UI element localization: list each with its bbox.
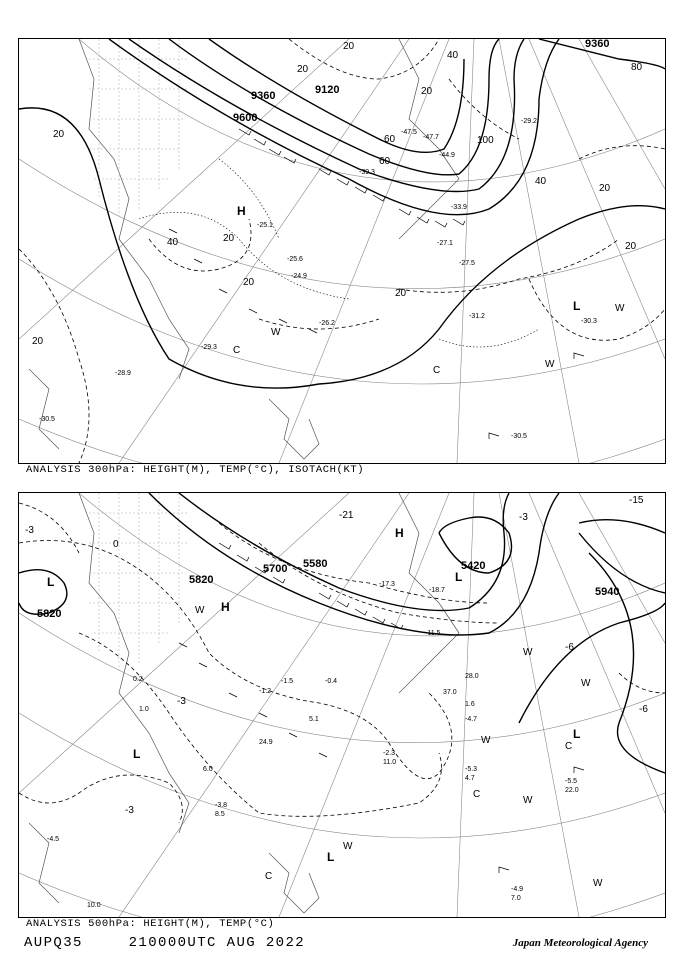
- high-pressure-center: H: [395, 526, 404, 540]
- isotach-label: 20: [32, 336, 44, 347]
- high-pressure-center: H: [221, 600, 230, 614]
- warm-marker: W: [523, 795, 533, 806]
- temp-value: -1.2: [259, 688, 272, 695]
- height-label: 9600: [233, 112, 258, 124]
- temp-value: -47.7: [423, 134, 439, 141]
- height-label: 9360: [585, 39, 610, 50]
- low-pressure-center: L: [573, 727, 581, 741]
- isotach-label: 60: [379, 156, 391, 167]
- station-value: 6.0: [203, 766, 213, 773]
- map-300hpa-canvas: [19, 39, 665, 463]
- temp-value: -25.1: [257, 222, 273, 229]
- station-value: 10.0: [87, 902, 101, 909]
- temp-value: -39.3: [359, 169, 375, 176]
- temp-value: -0.4: [325, 678, 338, 685]
- isotach-label: 20: [53, 129, 65, 140]
- station-value: 1.0: [139, 706, 149, 713]
- station-value: 22.0: [565, 787, 579, 794]
- temp-value: -27.5: [459, 260, 475, 267]
- caption-300hpa: ANALYSIS 300hPa: HEIGHT(M), TEMP(°C), ISOTACH(KT): [26, 464, 365, 476]
- temp-value: -30.5: [39, 416, 55, 423]
- isotach-label: 20: [343, 41, 355, 52]
- graticule-meridians: [19, 39, 665, 463]
- isotach-label: 20: [297, 64, 309, 75]
- cold-marker: C: [565, 741, 573, 752]
- isotach-label: 80: [631, 62, 643, 73]
- temp-value: -33.9: [451, 204, 467, 211]
- temp-value: -3: [125, 805, 134, 816]
- temp-value: -18.7: [429, 587, 445, 594]
- cold-marker: C: [233, 345, 241, 356]
- temp-value: -26.2: [319, 320, 335, 327]
- low-pressure-center: L: [573, 299, 581, 313]
- chart-code: AUPQ35: [24, 935, 83, 951]
- temp-value: -5.5: [565, 778, 578, 785]
- map-panel-300hpa: [18, 38, 666, 464]
- station-value: 0.2: [133, 676, 143, 683]
- temp-value: -15: [629, 495, 644, 506]
- warm-marker: W: [615, 303, 625, 314]
- station-value: 7.0: [511, 895, 521, 902]
- temp-value: -3.8: [215, 802, 228, 809]
- station-value: 4.7: [465, 775, 475, 782]
- temp-value: -2.3: [383, 750, 396, 757]
- temp-value: -1.5: [281, 678, 294, 685]
- coastlines: [29, 39, 459, 459]
- coastlines: [29, 493, 459, 913]
- map-500hpa-canvas: [19, 493, 665, 917]
- temp-value: 0: [113, 539, 119, 550]
- isotach-label: 20: [421, 86, 433, 97]
- station-value: 8.5: [215, 811, 225, 818]
- temp-value: -6: [639, 704, 648, 715]
- valid-time: 210000UTC AUG 2022: [128, 935, 306, 951]
- temp-value: -5.3: [465, 766, 478, 773]
- temp-value: -4.9: [511, 886, 524, 893]
- isotach-label: 100: [477, 135, 494, 146]
- high-pressure-center: H: [237, 204, 246, 218]
- station-value: 37.0: [443, 689, 457, 696]
- warm-marker: W: [343, 841, 353, 852]
- warm-marker: W: [523, 647, 533, 658]
- temp-value: -29.2: [521, 118, 537, 125]
- height-label: 5700: [263, 563, 288, 575]
- height-label: 5820: [37, 608, 62, 620]
- station-value: 5.1: [309, 716, 319, 723]
- temp-value: -17.3: [379, 581, 395, 588]
- temp-value: -24.9: [291, 273, 307, 280]
- warm-marker: W: [271, 327, 281, 338]
- temp-value: -3: [519, 512, 528, 523]
- low-pressure-center: L: [455, 570, 463, 584]
- temp-value: -30.3: [581, 318, 597, 325]
- temp-value: -6: [565, 642, 574, 653]
- temp-value: -25.6: [287, 256, 303, 263]
- warm-marker: W: [481, 735, 491, 746]
- temp-value: -11.5: [425, 630, 441, 637]
- temp-value: -3: [25, 525, 34, 536]
- temp-value: -29.3: [201, 344, 217, 351]
- station-value: 28.0: [465, 673, 479, 680]
- warm-marker: W: [195, 605, 205, 616]
- isotach-label: 20: [243, 277, 255, 288]
- low-pressure-center: L: [47, 575, 55, 589]
- temp-value: -4.5: [47, 836, 60, 843]
- caption-500hpa: ANALYSIS 500hPa: HEIGHT(M), TEMP(°C): [26, 918, 275, 930]
- temp-value: -47.5: [401, 129, 417, 136]
- temperature-lines: [19, 503, 665, 823]
- temp-value: -44.9: [439, 152, 455, 159]
- isotach-label: 20: [599, 183, 611, 194]
- warm-marker: W: [581, 678, 591, 689]
- cold-marker: C: [433, 365, 441, 376]
- station-value: 1.6: [465, 701, 475, 708]
- low-pressure-center: L: [327, 850, 335, 864]
- height-label: 5580: [303, 558, 328, 570]
- warm-marker: W: [545, 359, 555, 370]
- isotach-label: 20: [223, 233, 235, 244]
- isotach-label: 40: [535, 176, 547, 187]
- temp-value: -4.7: [465, 716, 478, 723]
- isotach-label: 40: [447, 50, 459, 61]
- isotach-label: 60: [384, 134, 396, 145]
- temp-value: -21: [339, 510, 354, 521]
- height-label: 5420: [461, 560, 486, 572]
- temp-value: -31.2: [469, 313, 485, 320]
- height-label: 5820: [189, 574, 214, 586]
- temp-value: -30.5: [511, 433, 527, 440]
- height-label: 9120: [315, 84, 340, 96]
- temp-value: -27.1: [437, 240, 453, 247]
- height-contours: [19, 39, 665, 388]
- station-value: 11.0: [383, 759, 397, 766]
- isotach-label: 20: [395, 288, 407, 299]
- product-line: [24, 935, 305, 951]
- isotach-label: 40: [167, 237, 179, 248]
- isotach-label: 20: [625, 241, 637, 252]
- warm-marker: W: [593, 878, 603, 889]
- station-value: 24.9: [259, 739, 273, 746]
- cold-marker: C: [473, 789, 481, 800]
- hatched-region: [89, 39, 189, 219]
- height-label: 5940: [595, 586, 620, 598]
- low-pressure-center: L: [133, 747, 141, 761]
- graticule-meridians: [19, 493, 665, 917]
- temp-value: -28.9: [115, 370, 131, 377]
- cold-marker: C: [265, 871, 273, 882]
- height-label: 9360: [251, 90, 276, 102]
- agency-credit: Japan Meteorological Agency: [512, 937, 648, 949]
- temp-value: -3: [177, 696, 186, 707]
- map-panel-500hpa: [18, 492, 666, 918]
